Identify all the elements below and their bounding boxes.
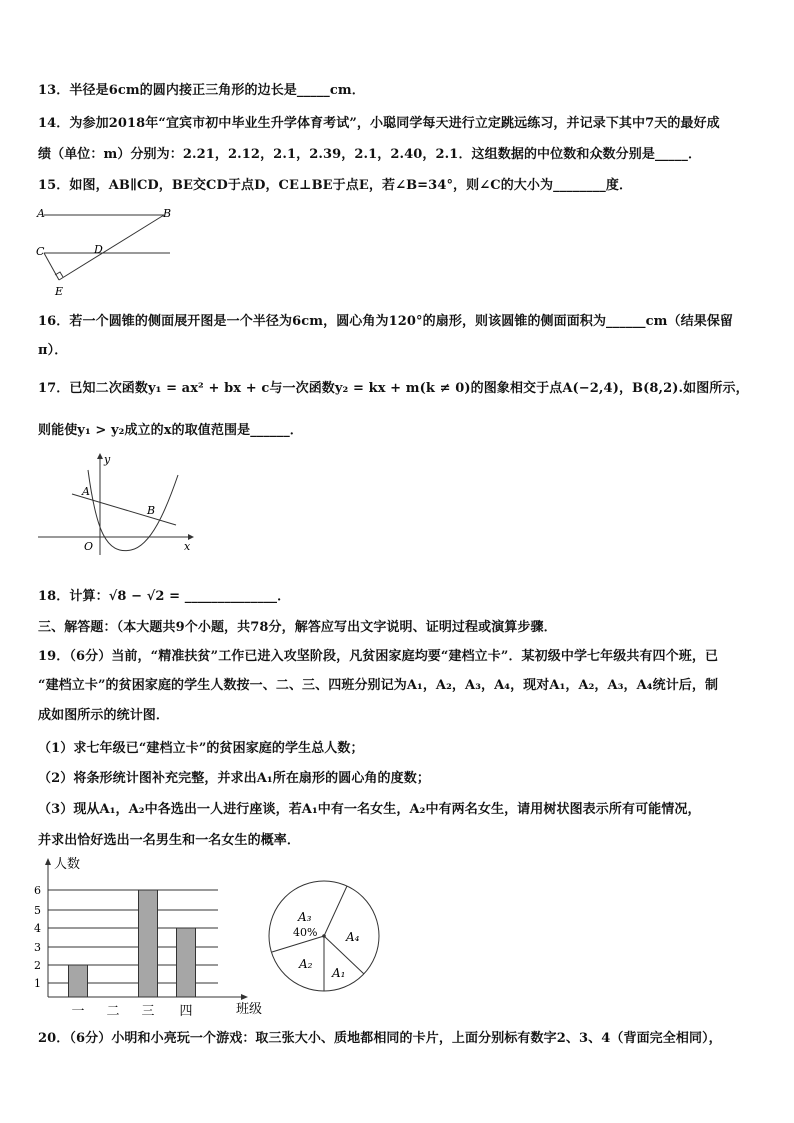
bar-chart (30, 855, 275, 1020)
label-d: D (94, 243, 103, 256)
bar-chart-ylabel: 人数 (54, 857, 81, 872)
line-y2 (72, 494, 176, 525)
bar-chart-x-arrow (241, 994, 248, 1000)
bar-chart-xlabel: 班级 (236, 1002, 263, 1017)
question-16-line-2: π）． (38, 343, 68, 358)
question-17-line-2: 则能使y₁ > y₂成立的x的取值范围是______． (38, 423, 303, 438)
bar-chart-category-label: 三 (141, 1004, 155, 1019)
question-14-line-1: 14．为参加2018年“宜宾市初中毕业生升学体育考试”，小聪同学每天进行立定跳远练习，并记录下其中7天的最好成 (38, 116, 720, 131)
line-ce (44, 253, 59, 280)
bar-chart-y-tick-label: 3 (34, 941, 41, 954)
bar-chart-category-label: 一 (71, 1004, 85, 1019)
bar-chart-y-tick-label: 5 (34, 904, 41, 917)
question-19-line-3: 成如图所示的统计图． (38, 708, 170, 723)
pie-label-a3: A₃ (298, 910, 312, 924)
pie-label-a3-percent: 40% (293, 926, 318, 939)
question-16-line-1: 16．若一个圆锥的侧面展开图是一个半径为6cm，圆心角为120°的扇形，则该圆锥的侧面面积为______cm（结果保留 (38, 314, 734, 329)
bar-1 (69, 965, 88, 997)
label-point-b: B (147, 504, 156, 517)
bar-chart-y-arrow (45, 858, 51, 865)
pie-chart (262, 860, 394, 992)
bar-chart-category-label: 四 (179, 1004, 193, 1019)
label-origin: O (84, 540, 94, 553)
figure-17-graph (36, 450, 198, 560)
pie-label-a2: A₂ (299, 957, 313, 971)
line-be (59, 215, 164, 280)
question-19-sub-1: （1）求七年级已“建档立卡”的贫困家庭的学生总人数； (38, 741, 364, 756)
label-c: C (36, 245, 45, 258)
bar-chart-y-tick-label: 4 (34, 922, 41, 935)
question-19-line-2: “建档立卡”的贫困家庭的学生人数按一、二、三、四班分别记为A₁，A₂，A₃，A₄，现对A₁，A₂，A₃，A₄统计后，制 (38, 678, 719, 693)
question-20: 20．（6分）小明和小亮玩一个游戏：取三张大小、质地都相同的卡片，上面分别标有数字2、3、4（背面完全相同）， (38, 1031, 722, 1046)
bar-3 (139, 890, 158, 997)
question-15: 15．如图，AB∥CD，BE交CD于点D，CE⊥BE于点E，若∠B=34°，则∠C的大小为________度． (38, 178, 633, 193)
pie-label-a1: A₁ (332, 966, 346, 980)
right-angle-mark (55, 272, 63, 277)
question-17-line-1: 17．已知二次函数y₁ = ax² + bx + c与一次函数y₂ = kx + m(k ≠ 0)的图象相交于点A(−2,4)，B(8,2).如图所示， (38, 381, 749, 396)
question-18: 18．计算：√8 − √2 = ______________． (38, 589, 291, 604)
question-19-sub-3-line-2: 并求出恰好选出一名男生和一名女生的概率． (38, 833, 301, 848)
pie-center-dot (322, 934, 326, 938)
label-point-a: A (82, 485, 90, 498)
pie-divider-a3-a4 (324, 886, 347, 936)
label-x: x (184, 540, 191, 553)
bar-chart-y-tick-label: 6 (34, 884, 41, 897)
parabola-y1 (88, 470, 178, 551)
pie-label-a4: A₄ (346, 930, 360, 944)
label-e: E (55, 285, 64, 298)
question-19-line-1: 19．（6分）当前，“精准扶贫”工作已进入攻坚阶段，凡贫困家庭均要“建档立卡”．某初级中学七年级共有四个班，已 (38, 649, 719, 664)
bar-4 (177, 928, 196, 997)
question-19-sub-3-line-1: （3）现从A₁，A₂中各选出一人进行座谈，若A₁中有一名女生，A₂中有两名女生，请用树状图表示所有可能情况， (38, 802, 701, 817)
question-14-line-2: 绩（单位：m）分别为：2.21，2.12，2.1，2.39，2.1，2.40，2.1．这组数据的中位数和众数分别是_____． (38, 147, 702, 162)
bar-chart-y-tick-label: 2 (34, 959, 41, 972)
label-a: A (37, 207, 45, 220)
label-b: B (163, 207, 172, 220)
bar-chart-category-label: 二 (106, 1004, 120, 1019)
y-axis-arrow (97, 453, 103, 459)
label-y: y (104, 453, 111, 466)
figure-15-geometry (34, 203, 179, 298)
section-3-heading: 三、解答题：（本大题共9个小题，共78分，解答应写出文字说明、证明过程或演算步骤． (38, 620, 557, 635)
question-19-sub-2: （2）将条形统计图补充完整，并求出A₁所在扇形的圆心角的度数； (38, 771, 430, 786)
question-13: 13．半径是6cm的圆内接正三角形的边长是_____cm． (38, 83, 365, 98)
bar-chart-y-tick-label: 1 (34, 977, 41, 990)
